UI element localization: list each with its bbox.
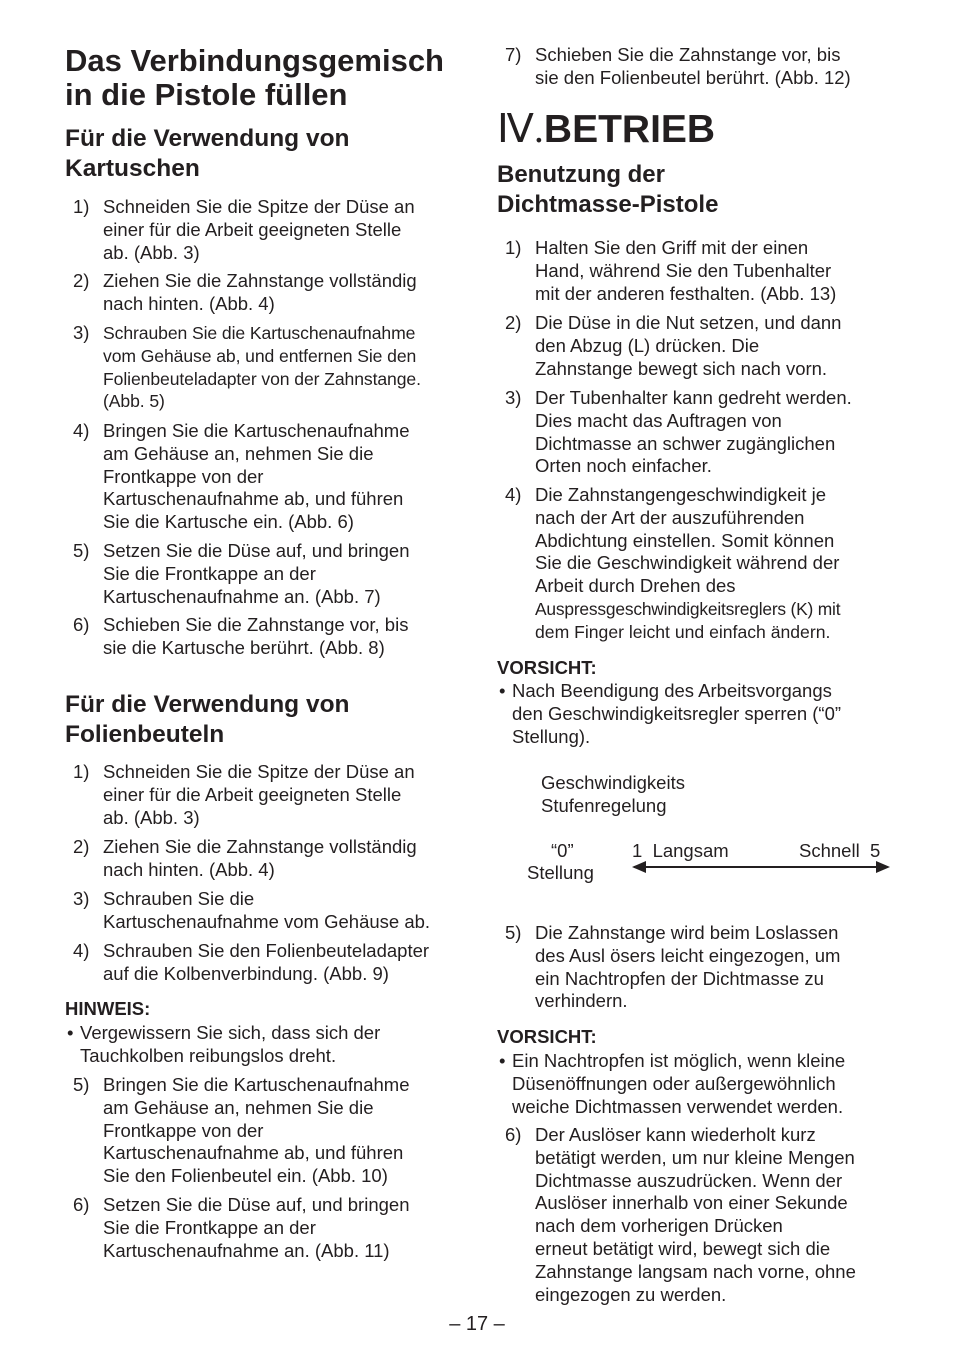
caution-text: Nach Beendigung des Arbeitsvorgangs xyxy=(512,680,832,701)
list-item xyxy=(65,614,408,660)
step-text: Sie die Frontkappe an der xyxy=(103,562,316,584)
caution-text: Stellung). xyxy=(512,725,591,747)
step-number: 5) xyxy=(73,540,90,561)
list-item xyxy=(497,1124,856,1306)
step-text: Schrauben Sie die Kartuschenaufnahme xyxy=(103,323,416,343)
list-item xyxy=(65,888,430,934)
heading-line: Folienbeuteln xyxy=(65,721,225,748)
note-text: Tauchkolben reibungslos dreht. xyxy=(80,1044,337,1066)
step-number: 3) xyxy=(505,387,522,408)
bullet-dot: • xyxy=(499,1050,506,1071)
caution-text: den Geschwindigkeitsregler sperren (“0” xyxy=(512,702,842,724)
step-number: 2) xyxy=(73,836,90,857)
step-text: ab. (Abb. 3) xyxy=(103,241,200,263)
step-text: Sie die Frontkappe an der xyxy=(103,1216,316,1238)
note-label: HINWEIS: xyxy=(65,998,151,1019)
operation-heading xyxy=(497,160,718,220)
step-number: 2) xyxy=(73,270,90,291)
step-text: Kartuschenaufnahme an. (Abb. 7) xyxy=(103,585,381,607)
chapter-heading xyxy=(497,106,715,153)
step-text: Zahnstange langsam nach vorne, ohne xyxy=(535,1260,856,1282)
bullet-dot: • xyxy=(67,1022,74,1043)
bullet-dot: • xyxy=(499,680,506,701)
step-number: 1) xyxy=(505,237,522,258)
step-text: Der Tubenhalter kann gedreht werden. xyxy=(535,387,852,408)
list-item xyxy=(65,1074,409,1188)
diagram-title-line: Geschwindigkeits xyxy=(541,772,685,793)
step-number: 6) xyxy=(73,1194,90,1215)
step-text: Bringen Sie die Kartuschenaufnahme xyxy=(103,1074,410,1095)
step-text: eingezogen zu werden. xyxy=(535,1283,727,1305)
step-number: 7) xyxy=(505,44,522,65)
step-number: 3) xyxy=(73,322,90,343)
heading-line: Für die Verwendung von xyxy=(65,691,350,718)
list-item xyxy=(65,836,417,882)
chapter-title: BETRIEB xyxy=(543,108,716,151)
zero-position-label: Stellung xyxy=(527,862,594,883)
arrow-right-icon xyxy=(876,861,890,873)
step-number: 4) xyxy=(73,940,90,961)
step-text: einer für die Arbeit geeigneten Stelle xyxy=(103,218,402,240)
heading-line: Dichtmasse-Pistole xyxy=(497,191,719,218)
step-text: Die Zahnstange wird beim Loslassen xyxy=(535,922,839,943)
diagram-title-line: Stufenregelung xyxy=(541,795,667,816)
step-text: Schneiden Sie die Spitze der Düse an xyxy=(103,196,415,217)
step-number: 1) xyxy=(73,196,90,217)
list-item xyxy=(65,196,415,264)
step-text: mit der anderen festhalten. (Abb. 13) xyxy=(535,282,837,304)
step-text: Die Zahnstangengeschwindigkeit je xyxy=(535,484,827,505)
step-number: 3) xyxy=(73,888,90,909)
list-item xyxy=(497,387,852,478)
bag-heading xyxy=(65,690,350,750)
list-item xyxy=(65,540,410,608)
step-text: Arbeit durch Drehen des xyxy=(535,575,736,597)
heading-line: Kartuschen xyxy=(65,155,200,182)
step-text: Kartuschenaufnahme ab, und führen xyxy=(103,1142,404,1164)
step-text: einer für die Arbeit geeigneten Stelle xyxy=(103,783,402,805)
step-text: Dichtmasse auszudrücken. Wenn der xyxy=(535,1169,843,1191)
caution-text: Düsenöffnungen oder außergewöhnlich xyxy=(512,1072,836,1094)
caution-text: weiche Dichtmassen verwendet werden. xyxy=(512,1095,844,1117)
caution-text: Ein Nachtropfen ist möglich, wenn kleine xyxy=(512,1050,846,1071)
list-item xyxy=(65,420,409,534)
step-text: (Abb. 5) xyxy=(103,391,165,412)
step-text: Schrauben Sie die xyxy=(103,888,255,909)
step-number: 6) xyxy=(505,1124,522,1145)
section-title-line: Das Verbindungsgemisch xyxy=(65,43,444,78)
step-text: des Ausl ösers leicht eingezogen, um xyxy=(535,944,841,966)
step-text: verhindern. xyxy=(535,990,628,1012)
step-number: 2) xyxy=(505,312,522,333)
caution-bullet xyxy=(497,1050,912,1118)
step-text: Schneiden Sie die Spitze der Düse an xyxy=(103,761,415,782)
slow-label: 1 Langsam xyxy=(632,840,729,861)
list-item xyxy=(497,44,851,90)
step-text: Setzen Sie die Düse auf, und bringen xyxy=(103,540,410,561)
step-text: Sie die Kartusche ein. (Abb. 6) xyxy=(103,511,354,533)
step-text: Setzen Sie die Düse auf, und bringen xyxy=(103,1194,410,1215)
zero-position-value: “0” xyxy=(551,840,574,861)
section-title xyxy=(65,44,444,112)
step-text: ein Nachtropfen der Dichtmasse zu xyxy=(535,967,824,989)
step-text: dem Finger leicht und einfach ändern. xyxy=(535,621,831,642)
step-text: Schieben Sie die Zahnstange vor, bis xyxy=(103,614,409,635)
step-text: betätigt werden, um nur kleine Mengen xyxy=(535,1146,855,1168)
list-item xyxy=(497,312,841,380)
step-text: Dies macht das Auftragen von xyxy=(535,409,782,431)
heading-line: Benutzung der xyxy=(497,161,665,188)
caution-label: VORSICHT: xyxy=(497,657,597,678)
step-text: Dichtmasse an schwer zugänglichen xyxy=(535,432,836,454)
step-text: Auslöser innerhalb von einer Sekunde xyxy=(535,1192,848,1214)
list-item xyxy=(65,270,417,316)
step-number: 6) xyxy=(73,614,90,635)
step-text: Kartuschenaufnahme ab, und führen xyxy=(103,488,404,510)
step-text: Folienbeuteladapter von der Zahnstange. xyxy=(103,368,421,389)
list-item xyxy=(65,761,415,829)
step-text: den Abzug (L) drücken. Die xyxy=(535,334,760,356)
step-number: 5) xyxy=(505,922,522,943)
page-number: – 17 – xyxy=(449,1313,505,1335)
step-text: Kartuschenaufnahme an. (Abb. 11) xyxy=(103,1239,390,1261)
cartridge-heading xyxy=(65,124,350,184)
step-text: Sie die Geschwindigkeit während der xyxy=(535,552,840,574)
step-text: Sie den Folienbeutel ein. (Abb. 10) xyxy=(103,1165,388,1187)
note-bullet xyxy=(65,1022,470,1068)
step-text: Schieben Sie die Zahnstange vor, bis xyxy=(535,44,841,65)
heading-line: Für die Verwendung von xyxy=(65,125,350,152)
step-text: Zahnstange bewegt sich nach vorn. xyxy=(535,357,828,379)
step-text: Halten Sie den Griff mit der einen xyxy=(535,237,809,258)
list-item xyxy=(497,484,840,644)
step-text: am Gehäuse an, nehmen Sie die xyxy=(103,1096,374,1118)
step-text: nach dem vorherigen Drücken xyxy=(535,1215,783,1237)
step-text: am Gehäuse an, nehmen Sie die xyxy=(103,442,374,464)
step-number: 4) xyxy=(73,420,90,441)
step-text: Der Auslöser kann wiederholt kurz xyxy=(535,1124,816,1145)
step-text: Ziehen Sie die Zahnstange vollständig xyxy=(103,270,417,291)
note-text: Vergewissern Sie sich, dass sich der xyxy=(80,1022,381,1043)
list-item xyxy=(497,237,836,305)
step-text: Frontkappe von der xyxy=(103,1119,264,1141)
list-item xyxy=(497,922,840,1013)
speed-arrow-line xyxy=(634,866,887,868)
step-text: Schrauben Sie den Folienbeuteladapter xyxy=(103,940,430,961)
arrow-left-icon xyxy=(632,861,646,873)
list-item xyxy=(65,1194,410,1262)
step-text: auf die Kolbenverbindung. (Abb. 9) xyxy=(103,962,389,984)
step-text: ab. (Abb. 3) xyxy=(103,806,200,828)
step-number: 5) xyxy=(73,1074,90,1095)
step-text: sie den Folienbeutel berührt. (Abb. 12) xyxy=(535,66,851,88)
section-title-line: in die Pistole füllen xyxy=(65,77,348,112)
step-text: Frontkappe von der xyxy=(103,465,264,487)
step-text: Die Düse in die Nut setzen, und dann xyxy=(535,312,842,333)
list-item xyxy=(65,322,421,413)
step-text: Hand, während Sie den Tubenhalter xyxy=(535,259,832,281)
step-text: Auspressgeschwindigkeitsreglers (K) mit xyxy=(535,598,841,619)
step-text: nach hinten. (Abb. 4) xyxy=(103,858,275,880)
step-text: Kartuschenaufnahme vom Gehäuse ab. xyxy=(103,910,431,932)
list-item xyxy=(65,940,429,986)
step-text: Ziehen Sie die Zahnstange vollständig xyxy=(103,836,417,857)
step-text: Bringen Sie die Kartuschenaufnahme xyxy=(103,420,410,441)
fast-label: Schnell 5 xyxy=(799,840,881,861)
step-text: Abdichtung einstellen. Somit können xyxy=(535,529,835,551)
step-text: vom Gehäuse ab, und entfernen Sie den xyxy=(103,345,417,366)
diagram-title xyxy=(541,771,685,817)
caution-label: VORSICHT: xyxy=(497,1026,597,1047)
step-text: nach der Art der auszuführenden xyxy=(535,506,805,528)
chapter-number: Ⅳ. xyxy=(497,106,544,151)
step-text: erneut betätigt wird, bewegt sich die xyxy=(535,1237,831,1259)
caution-bullet xyxy=(497,680,912,748)
step-text: sie die Kartusche berührt. (Abb. 8) xyxy=(103,636,385,658)
step-text: nach hinten. (Abb. 4) xyxy=(103,292,275,314)
step-number: 1) xyxy=(73,761,90,782)
step-number: 4) xyxy=(505,484,522,505)
step-text: Orten noch einfacher. xyxy=(535,455,712,477)
